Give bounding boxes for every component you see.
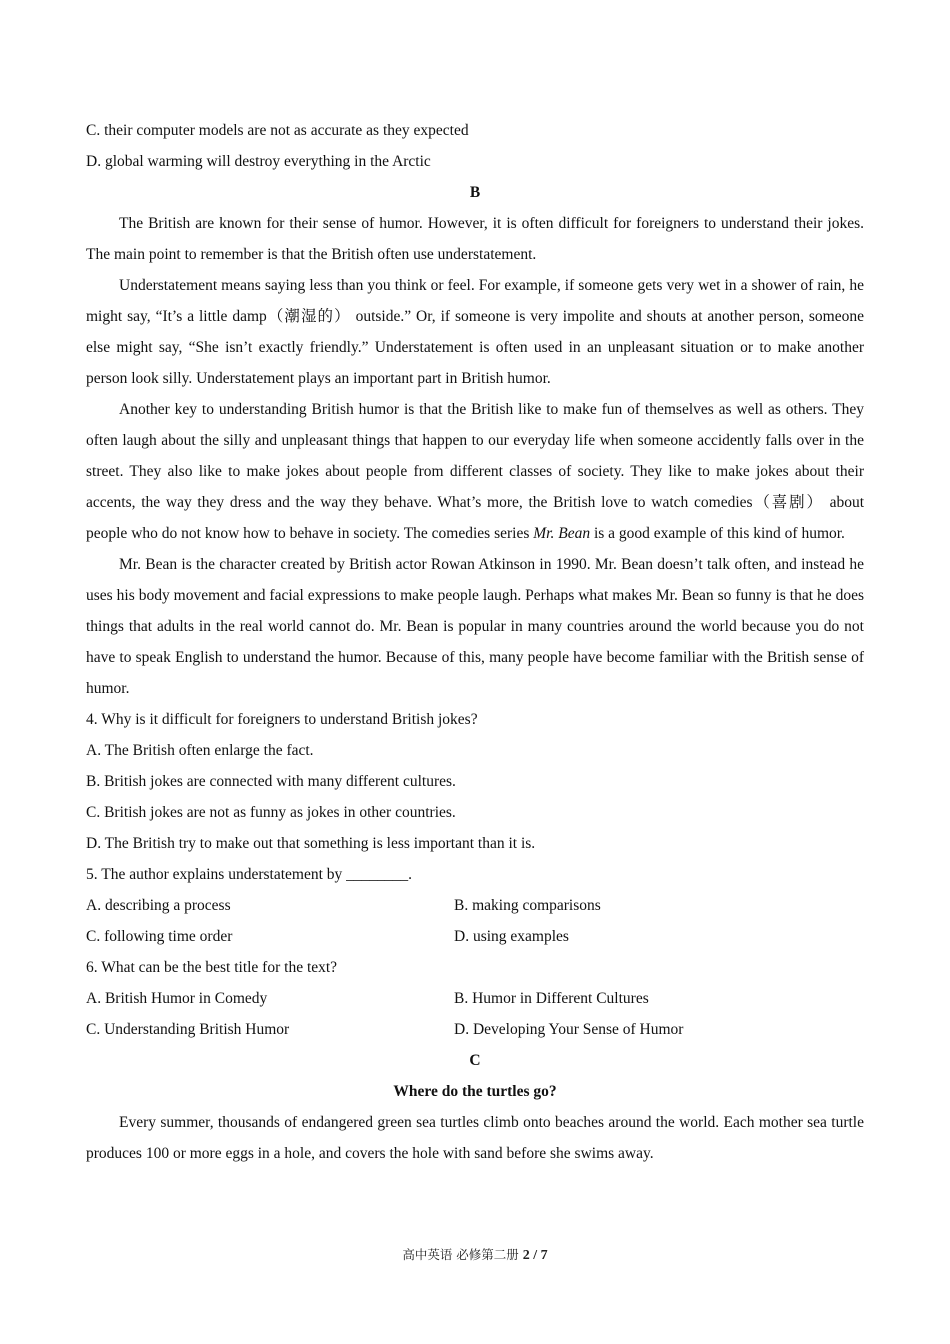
question-4-option-a: A. The British often enlarge the fact.: [86, 742, 314, 759]
question-5-option-c: C. following time order: [86, 928, 233, 945]
para3-italic-title: Mr. Bean: [533, 525, 591, 542]
question-4-option-c: C. British jokes are not as funny as jokes in other countries.: [86, 804, 456, 821]
question-6-option-a: A. British Humor in Comedy: [86, 990, 268, 1007]
section-b-paragraph-1: The British are known for their sense of humor. However, it is often difficult for foreigners to understand their jokes. The main point to remember is that the British often use understatement.: [86, 215, 864, 263]
page-footer: [0, 1245, 950, 1264]
question-6-option-b: B. Humor in Different Cultures: [454, 990, 649, 1007]
footer-course: 高中英语 必修第二册: [402, 1247, 523, 1262]
section-c-title: Where do the turtles go?: [393, 1083, 557, 1100]
section-b-paragraph-2: Understatement means saying less than you think or feel. For example, if someone gets very wet in a shower of rain, he might say, “It’s a little damp（潮湿的） outside.” Or, if someone is very impolite and shouts at another person, someone else might say, “She isn’t exactly friendly.” Understatement is often used in an unpleasant situation or to make another person look silly. Understatement plays an important part in British humor.: [86, 277, 864, 387]
question-5-stem: 5. The author explains understatement by ________.: [86, 866, 413, 883]
question-6-option-d: D. Developing Your Sense of Humor: [454, 1021, 684, 1038]
question-6-options-row-1: [86, 983, 864, 1014]
question-4-stem: 4. Why is it difficult for foreigners to understand British jokes?: [86, 711, 478, 728]
question-6-options-row-2: [86, 1014, 864, 1045]
section-c-paragraph-1: Every summer, thousands of endangered green sea turtles climb onto beaches around the world. Each mother sea turtle produces 100 or more eggs in a hole, and covers the hole with sand before she swims away.: [86, 1114, 864, 1162]
question-5-option-d: D. using examples: [454, 928, 569, 945]
question-5-options-row-2: [86, 921, 864, 952]
question-5-option-a: A. describing a process: [86, 897, 231, 914]
question-4-option-d: D. The British try to make out that something is less important than it is.: [86, 835, 536, 852]
question-5-options-row-1: [86, 890, 864, 921]
para3-text-after: is a good example of this kind of humor.: [590, 525, 845, 542]
document-page: [86, 115, 864, 1169]
question-6-stem: 6. What can be the best title for the text?: [86, 959, 338, 976]
question-4-option-b: B. British jokes are connected with many different cultures.: [86, 773, 456, 790]
section-b-paragraph-4: Mr. Bean is the character created by British actor Rowan Atkinson in 1990. Mr. Bean doesn’t talk often, and instead he uses his body movement and facial expressions to make people laugh. Perhaps what makes Mr. Bean so funny is that he does things that adults in the real world cannot do. Mr. Bean is popular in many countries around the world because you do not have to speak English to understand the humor. Because of this, many people have become familiar with the British sense of humor.: [86, 556, 864, 697]
para3-text-before: Another key to understanding British humor is that the British like to make fun of themselves as well as others. They often laugh about the silly and unpleasant things that happen to our everyday life when someone accidently falls over in the street. They also like to make jokes about people from different classes of society. They like to make jokes about their accents, the way they dress and the way they behave. What’s more, the British love to watch comedies（喜剧） about people who do not know how to behave in society. The comedies series: [86, 401, 864, 542]
question-5-option-b: B. making comparisons: [454, 897, 601, 914]
section-b-heading: B: [469, 184, 481, 201]
question-6-option-c: C. Understanding British Humor: [86, 1021, 290, 1038]
footer-page-number: 2 / 7: [522, 1248, 548, 1263]
section-c-heading: C: [469, 1052, 481, 1069]
section-b-paragraph-3: [86, 394, 864, 549]
option-c-prev: C. their computer models are not as accurate as they expected: [86, 122, 469, 139]
option-d-prev: D. global warming will destroy everything in the Arctic: [86, 153, 431, 170]
